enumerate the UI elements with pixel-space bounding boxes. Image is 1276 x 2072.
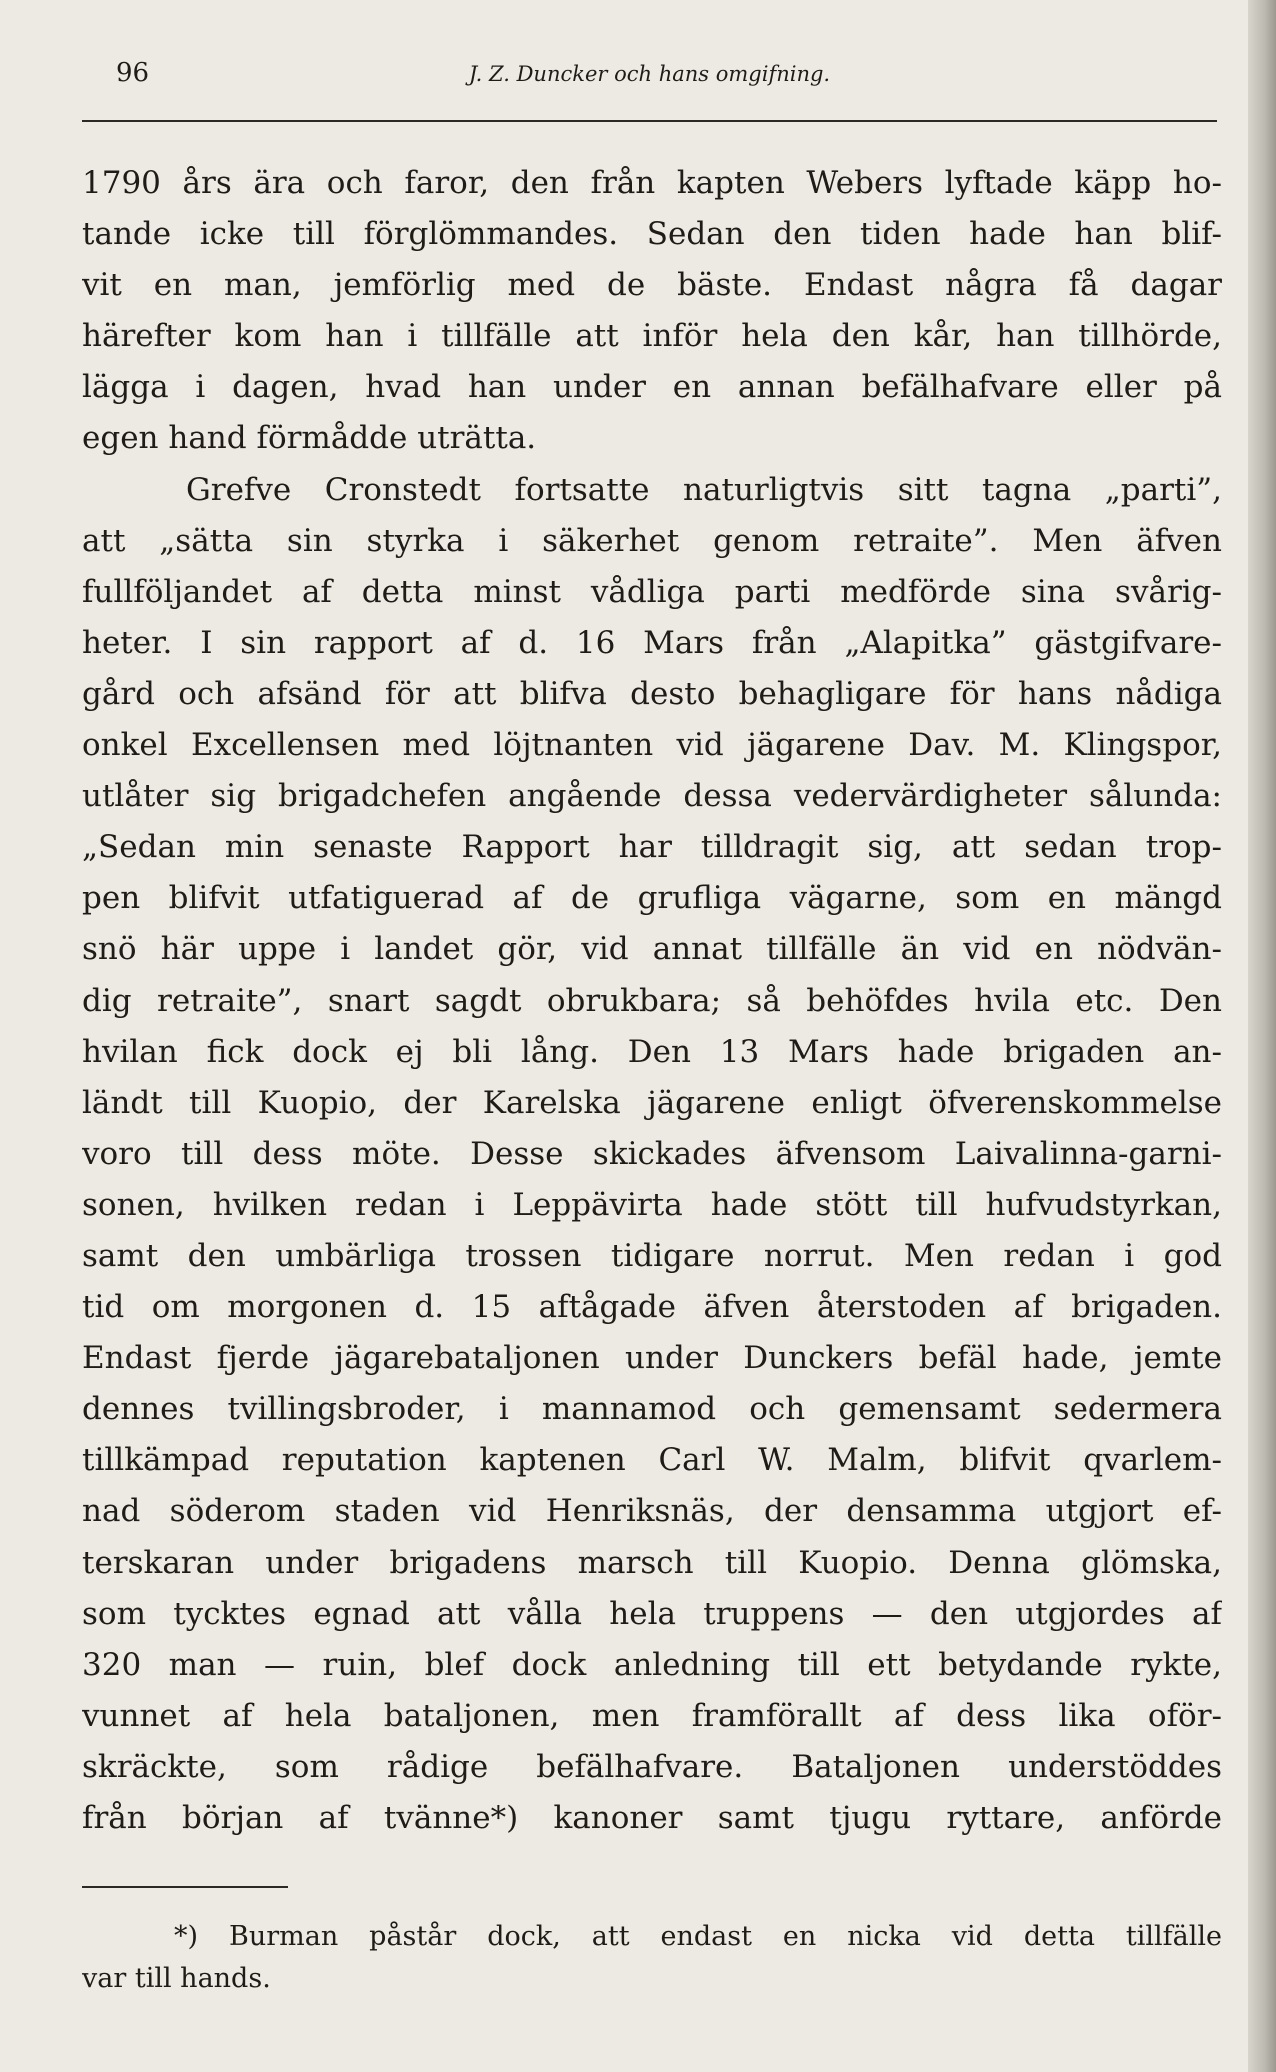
text-line: dig retraite”, snart sagdt obrukbara; så behöfdes hvila etc. Den [82,982,1222,1019]
page-header [82,58,1217,98]
text-line: fullföljandet af detta minst vådliga parti medförde sina svårig- [82,573,1222,610]
footnote [82,1916,1222,2000]
text-line: utlåter sig brigadchefen angående dessa vedervärdigheter sålunda: [82,778,1222,815]
text-line: lägga i dagen, hvad han under en annan befälhafvare eller på [82,369,1222,406]
running-title: J. Z. Duncker och hans omgifning. [468,62,831,86]
text-line: 1790 års ära och faror, den från kapten Webers lyftade käpp ho- [82,165,1222,201]
text-line: från början af tvänne*) kanoner samt tjugu ryttare, anförde [82,1800,1222,1836]
text-line: ländt till Kuopio, der Karelska jägarene enligt öfverenskommelse [82,1084,1222,1121]
text-line: samt den umbärliga trossen tidigare norrut. Men redan i god [82,1237,1222,1274]
footnote-line: var till hands. [82,1963,271,1994]
text-line: tid om morgonen d. 15 aftågade äfven återstoden af brigaden. [82,1289,1222,1326]
text-line: att „sätta sin styrka i säkerhet genom retraite”. Men äfven [82,522,1222,559]
text-line: Grefve Cronstedt fortsatte naturligtvis sitt tagna „parti”, [186,471,1222,508]
text-line: „Sedan min senaste Rapport har tilldragit sig, att sedan trop- [82,829,1222,866]
text-line: gård och afsänd för att blifva desto behagligare för hans nådiga [82,675,1222,712]
text-line: dennes tvillingsbroder, i mannamod och gemensamt sedermera [82,1391,1222,1428]
footnote-line: *) Burman påstår dock, att endast en nicka vid detta tillfälle [174,1921,1222,1952]
text-line: egen hand förmådde uträtta. [82,420,537,457]
text-line: heter. I sin rapport af d. 16 Mars från „Alapitka” gästgifvare- [82,624,1222,661]
header-rule [82,120,1217,122]
body-text [82,158,1222,1844]
text-line: hvilan fick dock ej bli lång. Den 13 Mars hade brigaden an- [82,1033,1222,1070]
text-line: skräckte, som rådige befälhafvare. Bataljonen understöddes [82,1748,1222,1785]
text-line: tande icke till förglömmandes. Sedan den tiden hade han blif- [82,216,1222,253]
text-line: voro till dess möte. Desse skickades äfvensom Laivalinna-garni- [82,1135,1222,1172]
text-line: terskaran under brigadens marsch till Kuopio. Denna glömska, [82,1544,1222,1581]
text-line: snö här uppe i landet gör, vid annat tillfälle än vid en nödvän- [82,931,1222,968]
text-line: onkel Excellensen med löjtnanten vid jägarene Dav. M. Klingspor, [82,727,1222,764]
text-line: Endast fjerde jägarebataljonen under Dunckers befäl hade, jemte [82,1340,1222,1377]
page-edge-shadow [1248,0,1276,2072]
footnote-rule [82,1886,288,1888]
page-number: 96 [116,58,150,88]
text-line: pen blifvit utfatiguerad af de grufliga vägarne, som en mängd [82,880,1222,917]
text-line: tillkämpad reputation kaptenen Carl W. Malm, blifvit qvarlem- [82,1442,1222,1479]
text-line: vit en man, jemförlig med de bäste. Endast några få dagar [82,267,1222,304]
text-line: sonen, hvilken redan i Leppävirta hade stött till hufvudstyrkan, [82,1186,1222,1223]
text-line: nad söderom staden vid Henriksnäs, der densamma utgjort ef- [82,1493,1222,1530]
text-line: vunnet af hela bataljonen, men framförallt af dess lika oför- [82,1697,1222,1734]
text-line: som tycktes egnad att vålla hela truppens — den utgjordes af [82,1595,1222,1632]
text-line: härefter kom han i tillfälle att inför hela den kår, han tillhörde, [82,318,1222,355]
text-line: 320 man — ruin, blef dock anledning till ett betydande rykte, [82,1646,1222,1683]
